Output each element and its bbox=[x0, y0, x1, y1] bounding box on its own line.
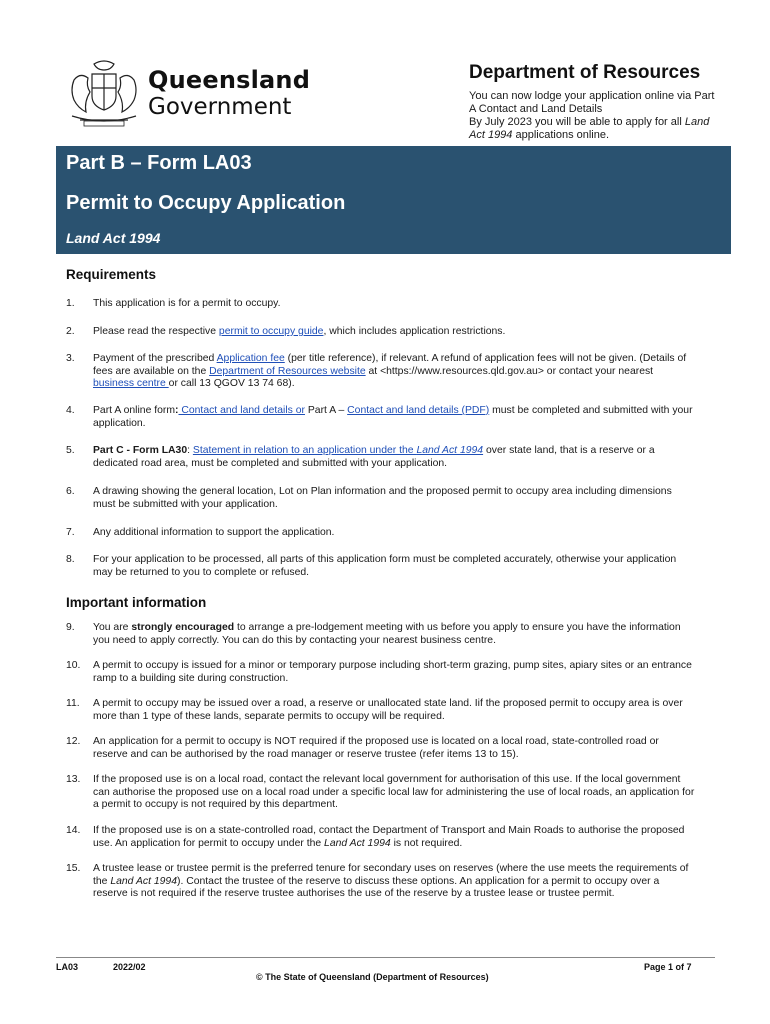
item-text: Please read the respective permit to occupy guide, which includes application restrictions. bbox=[93, 326, 506, 337]
item-text: An application for a permit to occupy is NOT required if the proposed use is located on a local road, state-controlled road or reserve and can be authorised by the road manager or reserve trustee (refer items 13 to 15). bbox=[93, 736, 659, 760]
item-number: 14. bbox=[66, 825, 81, 836]
item-number: 13. bbox=[66, 774, 81, 785]
item-text: A drawing showing the general location, Lot on Plan information and the proposed permit to occupy area including dimensions must be submitted with your application. bbox=[93, 486, 672, 510]
contact-land-details-link[interactable]: Contact and land details or bbox=[178, 405, 305, 416]
item-number: 6. bbox=[66, 486, 75, 497]
department-title: Department of Resources bbox=[469, 62, 701, 83]
permit-to-occupy-guide-link[interactable]: permit to occupy guide bbox=[218, 326, 324, 337]
item-text: If the proposed use is on a state-controlled road, contact the Department of Transport and Main Roads to authorise the proposed use. An application for permit to occupy under the Land Act 1994 is not required. bbox=[93, 825, 685, 849]
dept-line-4: applications online. bbox=[512, 129, 610, 141]
form-part-title: Part B – Form LA03 bbox=[66, 152, 252, 174]
list-item bbox=[66, 622, 696, 647]
item-text: Part A online form: Contact and land details or Part A – Contact and land details (PDF) must be completed and submitted with your application. bbox=[93, 405, 693, 429]
item-number: 12. bbox=[66, 736, 81, 747]
item-number: 2. bbox=[66, 326, 75, 337]
dept-line-4-italic: Act 1994 bbox=[469, 129, 513, 141]
item-number: 4. bbox=[66, 405, 75, 416]
dept-line-3-italic: Land bbox=[684, 116, 710, 128]
item-text: A permit to occupy is issued for a minor or temporary purpose including short-term grazing, pump sites, apiary sites or an entrance ramp to a building site during construction. bbox=[93, 660, 692, 684]
item-number: 9. bbox=[66, 622, 75, 633]
dept-line-2: A Contact and Land Details bbox=[469, 103, 603, 115]
item-number: 15. bbox=[66, 863, 81, 874]
list-item bbox=[66, 660, 696, 685]
list-item bbox=[66, 298, 696, 311]
item-text: Part C - Form LA30: Statement in relation to an application under the Land Act 1994 over state land, that is a reserve or a dedicated road area, must be completed and submitted with your application. bbox=[93, 445, 655, 469]
item-text: If the proposed use is on a local road, contact the relevant local government for authorisation of this use. If the local government can authorise the proposed use on a local road under a specific local law for administering the use of local roads, an application for a permit to occupy is not required by this department. bbox=[93, 774, 695, 811]
list-item bbox=[66, 825, 696, 850]
dept-line-3: By July 2023 you will be able to apply for all bbox=[469, 116, 682, 128]
item-number: 11. bbox=[66, 698, 80, 709]
item-number: 3. bbox=[66, 353, 75, 364]
wordmark bbox=[148, 68, 310, 119]
item-text: A permit to occupy may be issued over a road, a reserve or unallocated state land. Iif the proposed permit to occupy area is over more than 1 type of these lands, separate permits to occupy will be required. bbox=[93, 698, 683, 722]
item-number: 5. bbox=[66, 445, 75, 456]
list-item bbox=[66, 863, 696, 901]
item-text: Payment of the prescribed Application fee (per title reference), if relevant. A refund of application fees will not be given. (Details of fees are available on the Department of Resources website at <https://www.resources.qld.gov.au> or contact your nearest business centre or call 13 QGOV 13 74 68). bbox=[93, 353, 687, 390]
footer-version: 2022/02 bbox=[113, 962, 146, 972]
list-item bbox=[66, 527, 696, 540]
department-header bbox=[469, 62, 739, 142]
item-text: Any additional information to support the application. bbox=[93, 527, 335, 538]
coat-of-arms-icon bbox=[66, 58, 142, 130]
list-item bbox=[66, 774, 696, 812]
contact-land-details-pdf-link[interactable]: Contact and land details (PDF) bbox=[347, 405, 490, 416]
item-number: 1. bbox=[66, 298, 75, 309]
requirements-heading: Requirements bbox=[66, 267, 157, 282]
list-item bbox=[66, 736, 696, 761]
item-number: 10. bbox=[66, 660, 81, 671]
department-website-link[interactable]: Department of Resources website bbox=[209, 365, 366, 377]
list-item bbox=[66, 353, 696, 391]
item-text: A trustee lease or trustee permit is the preferred tenure for secondary uses on reserves (where the use meets the requirements of the Land Act 1994). Contact the trustee of the reserve to discuss these options. An application for a permit to occupy over a reserve is not required if the reserve trustee authorises the use of the reserve by a trustee lease or trustee permit. bbox=[93, 863, 689, 900]
logo-line-government: Government bbox=[148, 94, 292, 120]
footer-page-number: Page 1 of 7 bbox=[644, 962, 692, 972]
item-text: For your application to be processed, all parts of this application form must be completed accurately, otherwise your application may be returned to you to complete or refused. bbox=[93, 554, 677, 578]
list-item bbox=[66, 698, 696, 723]
footer-form-code: LA03 bbox=[56, 962, 79, 972]
list-item bbox=[66, 405, 696, 430]
list-item bbox=[66, 486, 696, 511]
list-item bbox=[66, 554, 696, 579]
item-text: This application is for a permit to occupy. bbox=[93, 298, 281, 309]
footer-divider bbox=[56, 957, 715, 958]
item-text: You are strongly encouraged to arrange a pre-lodgement meeting with us before you apply to ensure you have the information you need to apply correctly. You can do this by contacting your nearest business centre. bbox=[93, 622, 681, 646]
qld-government-logo bbox=[66, 58, 311, 130]
business-centre-link[interactable]: business centre bbox=[93, 378, 169, 390]
form-la30-link[interactable]: Statement in relation to an application under the Land Act 1994 bbox=[192, 445, 484, 456]
form-title: Permit to Occupy Application bbox=[66, 192, 346, 214]
logo-line-queensland: Queensland bbox=[148, 66, 311, 94]
list-item bbox=[66, 445, 696, 470]
department-note bbox=[469, 90, 739, 142]
item-number: 7. bbox=[66, 527, 75, 538]
list-item bbox=[66, 326, 696, 339]
act-title: Land Act 1994 bbox=[66, 230, 161, 246]
title-banner bbox=[56, 146, 731, 254]
dept-line-1: You can now lodge your application online via Part bbox=[469, 90, 715, 102]
important-heading: Important information bbox=[66, 595, 207, 610]
application-fee-link[interactable]: Application fee bbox=[216, 353, 285, 364]
item-number: 8. bbox=[66, 554, 75, 565]
footer-copyright: © The State of Queensland (Department of Resources) bbox=[256, 972, 489, 982]
